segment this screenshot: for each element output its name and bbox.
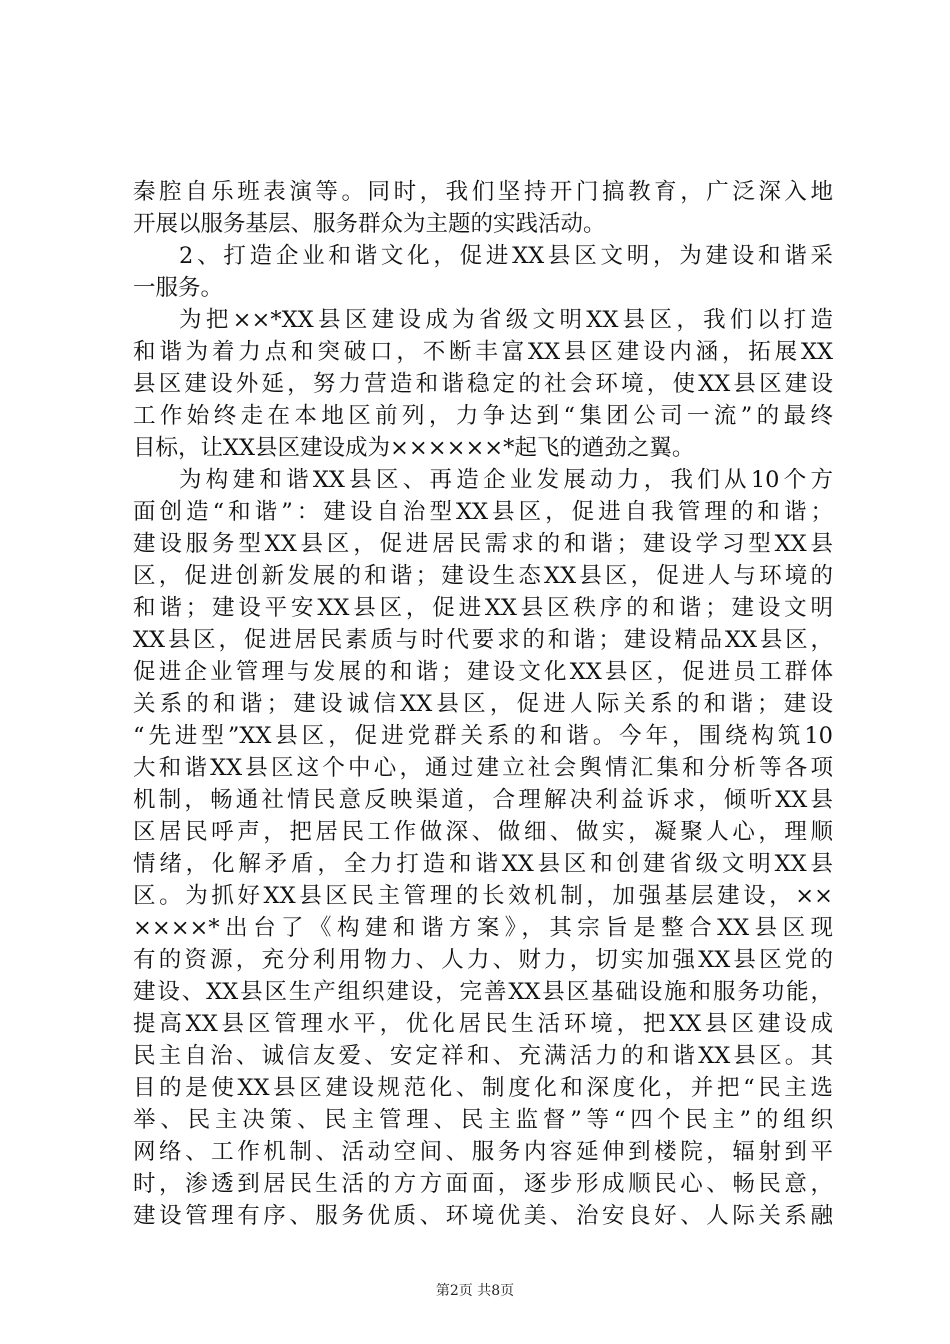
text-line: 时，渗透到居民生活的方方面面，逐步形成顺民心、畅民意， xyxy=(133,1171,833,1197)
text-line: 秦腔自乐班表演等。同时，我们坚持开门搞教育，广泛深入地 xyxy=(133,179,833,205)
text-line: 区居民呼声，把居民工作做深、做细、做实，凝聚人心，理顺 xyxy=(133,819,833,845)
paragraph-first-line: 为把××*XX县区建设成为省级文明XX县区，我们以打造 xyxy=(179,307,833,333)
text-line: 目的是使XX县区建设规范化、制度化和深度化，并把“民主选 xyxy=(133,1075,833,1101)
text-line: 目标，让XX县区建设成为××××××*起飞的遒劲之翼。 xyxy=(133,435,695,461)
text-line: XX县区，促进居民素质与时代要求的和谐；建设精品XX县区， xyxy=(133,627,833,653)
text-line: 情绪，化解矛盾，全力打造和谐XX县区和创建省级文明XX县 xyxy=(133,851,833,877)
text-line: 建设管理有序、服务优质、环境优美、治安良好、人际关系融 xyxy=(133,1203,833,1229)
document-body xyxy=(133,176,833,1232)
text-line: 举、民主决策、民主管理、民主监督”等“四个民主”的组织 xyxy=(133,1107,833,1133)
text-line: 区，促进创新发展的和谐；建设生态XX县区，促进人与环境的 xyxy=(133,563,833,589)
text-line: 建设、XX县区生产组织建设，完善XX县区基础设施和服务功能， xyxy=(133,979,833,1005)
text-line: ××××*出台了《构建和谐方案》，其宗旨是整合XX县区现 xyxy=(133,915,833,941)
text-line: 民主自治、诚信友爱、安定祥和、充满活力的和谐XX县区。其 xyxy=(133,1043,833,1069)
text-line: 机制，畅通社情民意反映渠道，合理解决利益诉求，倾听XX县 xyxy=(133,787,833,813)
text-line: 大和谐XX县区这个中心，通过建立社会舆情汇集和分析等各项 xyxy=(133,755,833,781)
text-line: 促进企业管理与发展的和谐；建设文化XX县区，促进员工群体 xyxy=(133,659,833,685)
paragraph-first-line: 为构建和谐XX县区、再造企业发展动力，我们从10个方 xyxy=(179,467,833,493)
text-line: 县区建设外延，努力营造和谐稳定的社会环境，使XX县区建设 xyxy=(133,371,833,397)
text-line: 工作始终走在本地区前列，力争达到“集团公司一流”的最终 xyxy=(133,403,833,429)
paragraph-heading-line: 2、打造企业和谐文化，促进XX县区文明，为建设和谐采 xyxy=(179,243,833,269)
text-line: 和谐；建设平安XX县区，促进XX县区秩序的和谐；建设文明 xyxy=(133,595,833,621)
text-line: 有的资源，充分利用物力、人力、财力，切实加强XX县区党的 xyxy=(133,947,833,973)
text-line: 建设服务型XX县区，促进居民需求的和谐；建设学习型XX县 xyxy=(133,531,833,557)
text-line: 提高XX县区管理水平，优化居民生活环境，把XX县区建设成 xyxy=(133,1011,833,1037)
text-line: 区。为抓好XX县区民主管理的长效机制，加强基层建设，×× xyxy=(133,883,833,909)
text-line: 和谐为着力点和突破口，不断丰富XX县区建设内涵，拓展XX xyxy=(133,339,833,365)
text-line: 开展以服务基层、服务群众为主题的实践活动。 xyxy=(133,211,606,237)
text-line: 一服务。 xyxy=(133,275,224,301)
text-line: 关系的和谐；建设诚信XX县区，促进人际关系的和谐；建设 xyxy=(133,691,833,717)
page-number-footer: 第2页 共8页 xyxy=(435,1283,515,1299)
text-line: 网络、工作机制、活动空间、服务内容延伸到楼院，辐射到平 xyxy=(133,1139,833,1165)
text-line: 面创造“和谐”：建设自治型XX县区，促进自我管理的和谐； xyxy=(133,499,833,525)
text-line: “先进型”XX县区，促进党群关系的和谐。今年，围绕构筑10 xyxy=(133,723,833,749)
